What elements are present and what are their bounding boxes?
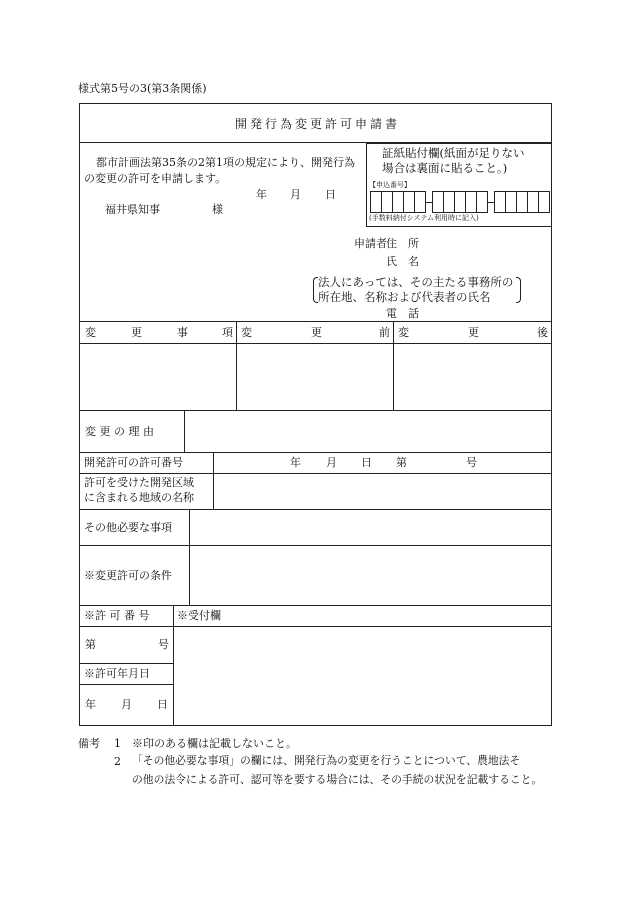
reason-label: 変 更 の 理 由 (85, 425, 154, 438)
permission-date-header-line (79, 684, 173, 685)
addressee-honorific: 様 (212, 203, 223, 216)
applicant-name: 氏 名 (386, 255, 419, 268)
app-no-digit[interactable] (538, 191, 550, 213)
reception-label: ※受付欄 (177, 609, 221, 622)
applicant-address: 住 所 (386, 237, 419, 250)
date-month: 月 (290, 188, 301, 201)
header-item-char: 事 (177, 326, 188, 339)
header-before-char: 前 (379, 326, 390, 339)
note-2-number: 2 (114, 755, 121, 768)
permit-month: 月 (326, 456, 337, 469)
change-item-field[interactable] (80, 344, 236, 410)
permission-no-bottom (79, 663, 173, 664)
notes-label: 備考 (78, 737, 100, 750)
permit-year: 年 (290, 456, 301, 469)
change-after-field[interactable] (394, 344, 551, 410)
header-before-char: 変 (241, 326, 252, 339)
app-no-digit[interactable] (476, 191, 488, 213)
corp-note-line1: 法人にあっては、その主たる事務所の (318, 275, 514, 289)
application-number-note: (手数料納付システム利用時に記入) (369, 214, 479, 222)
form-id: 様式第5号の3(第3条関係) (78, 82, 207, 95)
applicant-label: 申請者 (354, 237, 387, 250)
note-2-line1: 「その他必要な事項」の欄には、開発行為の変更を行うことについて、農地法そ (132, 754, 521, 767)
permission-no-header-line (79, 626, 173, 627)
note-2-line2: の他の法令による許可、認可等を要する場合には、その手続の状況を記載すること。 (132, 773, 543, 786)
other-matters-field[interactable] (190, 510, 551, 545)
header-item-char: 更 (131, 326, 142, 339)
header-item-char: 変 (85, 326, 96, 339)
header-after-char: 変 (398, 326, 409, 339)
note-1-text: ※印のある欄は記載しないこと。 (132, 737, 297, 750)
note-1-number: 1 (114, 737, 121, 750)
reason-field[interactable] (185, 411, 551, 452)
date-day: 日 (325, 188, 336, 201)
form-title: 開発行為変更許可申請書 (235, 117, 401, 131)
app-no-digit[interactable] (414, 191, 426, 213)
reason-bottom (79, 452, 552, 453)
application-number-label: 【申込番号】 (369, 181, 411, 189)
intro-line1: 都市計画法第35条の2第1項の規定により、開発行為 (96, 156, 355, 169)
permit-number-label: 開発許可の許可番号 (84, 456, 183, 469)
permission-date-label: ※許可年月日 (84, 667, 150, 680)
change-before-field[interactable] (237, 344, 393, 410)
applicant-phone: 電 話 (386, 307, 419, 320)
permission-day: 日 (157, 698, 168, 711)
header-after-char: 後 (537, 326, 548, 339)
addressee: 福井県知事 (105, 203, 160, 216)
stamp-line2: 場合は裏面に貼ること。) (382, 161, 508, 175)
intro-line2: の変更の許可を申請します。 (84, 172, 227, 185)
conditions-field[interactable] (190, 546, 551, 605)
stamp-line1: 証紙貼付欄(紙面が足りない (382, 146, 525, 160)
permission-go: 号 (158, 638, 169, 651)
header-item-char: 項 (222, 326, 233, 339)
permission-year: 年 (85, 698, 96, 711)
reception-field[interactable] (174, 627, 551, 725)
area-field[interactable] (214, 474, 551, 509)
permission-month: 月 (121, 698, 132, 711)
permission-number-label: ※許 可 番 号 (84, 609, 150, 622)
header-before-char: 更 (311, 326, 322, 339)
other-matters-label: その他必要な事項 (84, 521, 172, 534)
date-year: 年 (256, 188, 267, 201)
permit-day: 日 (361, 456, 372, 469)
corp-bracket-right (516, 277, 521, 303)
area-label-line1: 許可を受けた開発区域 (84, 476, 194, 489)
conditions-label: ※変更許可の条件 (84, 569, 172, 582)
header-after-char: 更 (468, 326, 479, 339)
permit-dai: 第 (396, 456, 407, 469)
permission-dai: 第 (85, 638, 96, 651)
conditions-row-bottom (79, 605, 552, 606)
area-label-line2: に含まれる地域の名称 (84, 491, 194, 504)
change-table-top (79, 321, 552, 322)
permit-go: 号 (466, 456, 477, 469)
corp-note-line2: 所在地、名称および代表者の氏名 (318, 290, 491, 304)
